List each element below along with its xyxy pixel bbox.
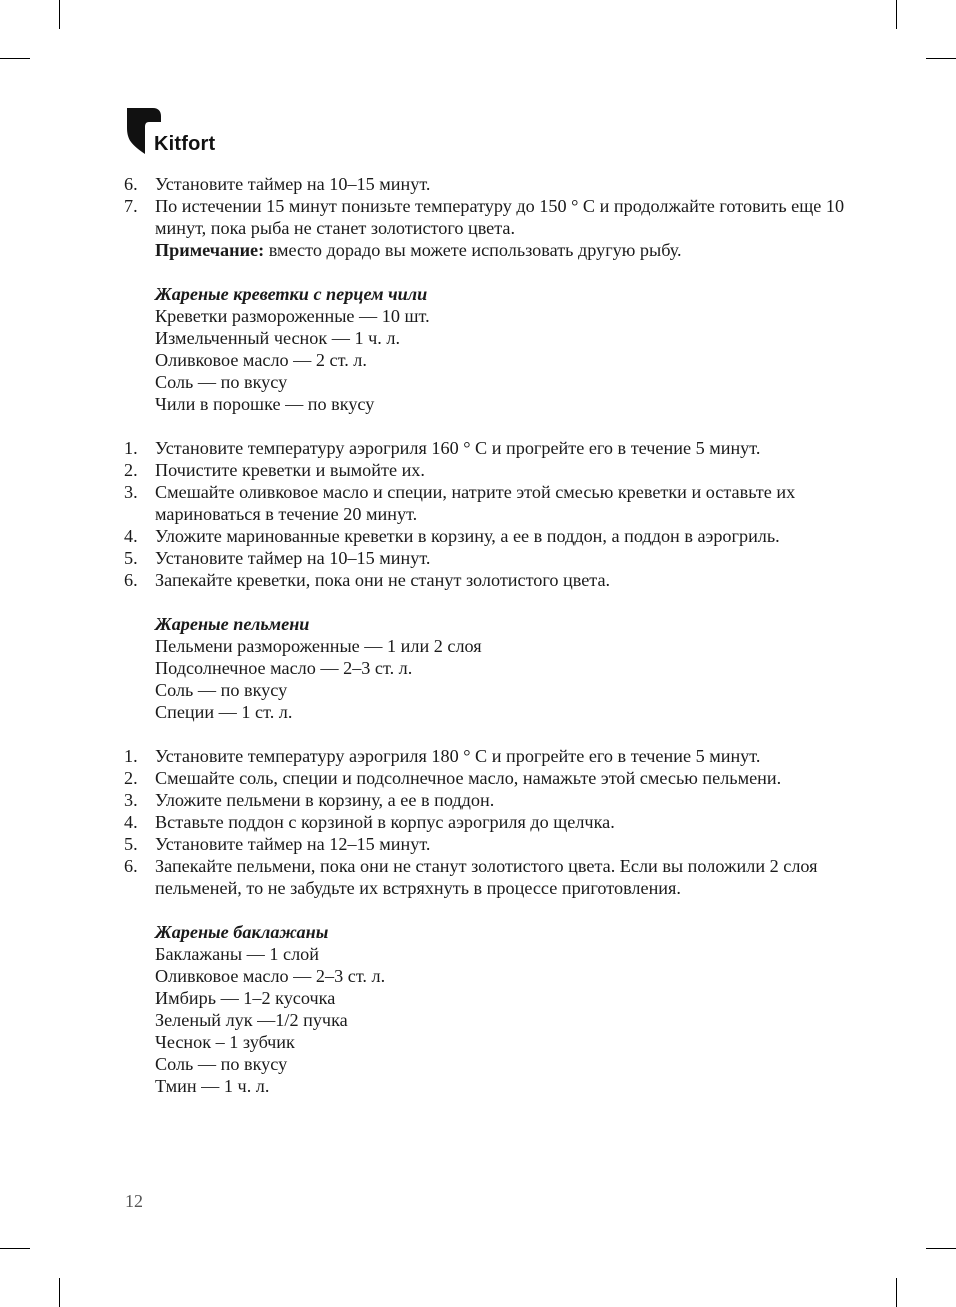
step-item [124, 173, 854, 195]
ingredient-line: Баклажаны — 1 слой [155, 944, 319, 964]
step-text: По истечении 15 минут понизьте температуру до 150 ° С и продолжайте готовить еще 10 минут, пока рыба не станет золотистого цвета. [155, 196, 845, 238]
recipes [124, 261, 854, 1097]
step-text: Смешайте оливковое масло и специи, натрите этой смесью креветки и оставьте их мариноваться в течение 20 минут. [155, 482, 796, 524]
step-number: 4. [124, 526, 138, 546]
step-number: 2. [124, 768, 138, 788]
step-text: Уложите маринованные креветки в корзину, а ее в поддон, а поддон в аэрогриль. [155, 526, 780, 546]
crop-mark-bottom-right-v [896, 1278, 897, 1307]
crop-mark-bottom-left-v [59, 1278, 60, 1307]
crop-mark-top-right-h [926, 58, 956, 59]
crop-mark-top-right-v [896, 0, 897, 29]
ingredient-line: Зеленый лук —1/2 пучка [155, 1010, 348, 1030]
ingredient-line: Подсолнечное масло — 2–3 ст. л. [155, 658, 413, 678]
step-item [124, 569, 854, 591]
recipe-title: Жареные креветки с перцем чили [155, 284, 428, 304]
page-number: 12 [125, 1191, 143, 1211]
step-number: 6. [124, 570, 138, 590]
ingredient-line: Соль — по вкусу [155, 1054, 288, 1074]
ingredient-line: Чили в порошке — по вкусу [155, 394, 375, 414]
step-item [124, 833, 854, 855]
step-text: Установите температуру аэрогриля 160 ° С и прогрейте его в течение 5 минут. [155, 438, 761, 458]
ingredient-line: Имбирь — 1–2 кусочка [155, 988, 336, 1008]
step-text: Почистите креветки и вымойте их. [155, 460, 425, 480]
ingredient-line: Оливковое масло — 2 ст. л. [155, 350, 367, 370]
step-text: Установите температуру аэрогриля 180 ° С и прогрейте его в течение 5 минут. [155, 746, 761, 766]
crop-mark-top-left-v [59, 0, 60, 29]
ingredient-line: Специи — 1 ст. л. [155, 702, 293, 722]
brand-name: Kitfort [154, 133, 216, 155]
step-number: 1. [124, 746, 138, 766]
recipe-steps [124, 437, 854, 591]
step-item [124, 767, 854, 789]
intro-steps [124, 173, 854, 239]
crop-mark-top-left-h [0, 58, 30, 59]
step-text: Запекайте пельмени, пока они не станут золотистого цвета. Если вы положили 2 слоя пельменей, то не забудьте их встряхнуть в процессе приготовления. [155, 856, 818, 898]
ingredient-line: Соль — по вкусу [155, 680, 288, 700]
recipe-title: Жареные баклажаны [155, 922, 329, 942]
step-item [124, 459, 854, 481]
document-body [124, 173, 854, 1097]
step-number: 3. [124, 482, 138, 502]
note-label: Примечание: [155, 240, 265, 260]
step-number: 6. [124, 856, 138, 876]
crop-mark-bottom-right-h [926, 1248, 956, 1249]
step-number: 5. [124, 834, 138, 854]
step-text: Смешайте соль, специи и подсолнечное масло, намажьте этой смесью пельмени. [155, 768, 782, 788]
step-number: 7. [124, 196, 138, 216]
step-item [124, 811, 854, 833]
step-text: Уложите пельмени в корзину, а ее в поддон. [155, 790, 495, 810]
recipe-steps [124, 745, 854, 899]
recipe-ingredients [124, 613, 854, 723]
note-text: вместо дорадо вы можете использовать другую рыбу. [264, 240, 682, 260]
ingredient-line: Пельмени размороженные — 1 или 2 слоя [155, 636, 482, 656]
ingredient-line: Креветки размороженные — 10 шт. [155, 306, 430, 326]
ingredient-line: Соль — по вкусу [155, 372, 288, 392]
step-item [124, 195, 854, 239]
step-text: Установите таймер на 12–15 минут. [155, 834, 431, 854]
step-item [124, 437, 854, 459]
ingredient-line: Измельченный чеснок — 1 ч. л. [155, 328, 401, 348]
crop-mark-bottom-left-h [0, 1248, 30, 1249]
recipe-title: Жареные пельмени [155, 614, 310, 634]
step-text: Запекайте креветки, пока они не станут золотистого цвета. [155, 570, 611, 590]
step-item [124, 547, 854, 569]
step-number: 6. [124, 174, 138, 194]
step-item [124, 789, 854, 811]
ingredient-line: Оливковое масло — 2–3 ст. л. [155, 966, 386, 986]
step-text: Вставьте поддон с корзиной в корпус аэрогриля до щелчка. [155, 812, 615, 832]
step-number: 3. [124, 790, 138, 810]
step-text: Установите таймер на 10–15 минут. [155, 174, 431, 194]
recipe-ingredients [124, 921, 854, 1097]
step-number: 2. [124, 460, 138, 480]
ingredient-line: Чеснок – 1 зубчик [155, 1032, 295, 1052]
recipe-ingredients [124, 283, 854, 415]
note [124, 239, 854, 261]
step-number: 4. [124, 812, 138, 832]
step-item [124, 745, 854, 767]
ingredient-line: Тмин — 1 ч. л. [155, 1076, 270, 1096]
step-item [124, 481, 854, 525]
step-number: 1. [124, 438, 138, 458]
step-item [124, 855, 854, 899]
step-number: 5. [124, 548, 138, 568]
step-item [124, 525, 854, 547]
step-text: Установите таймер на 10–15 минут. [155, 548, 431, 568]
